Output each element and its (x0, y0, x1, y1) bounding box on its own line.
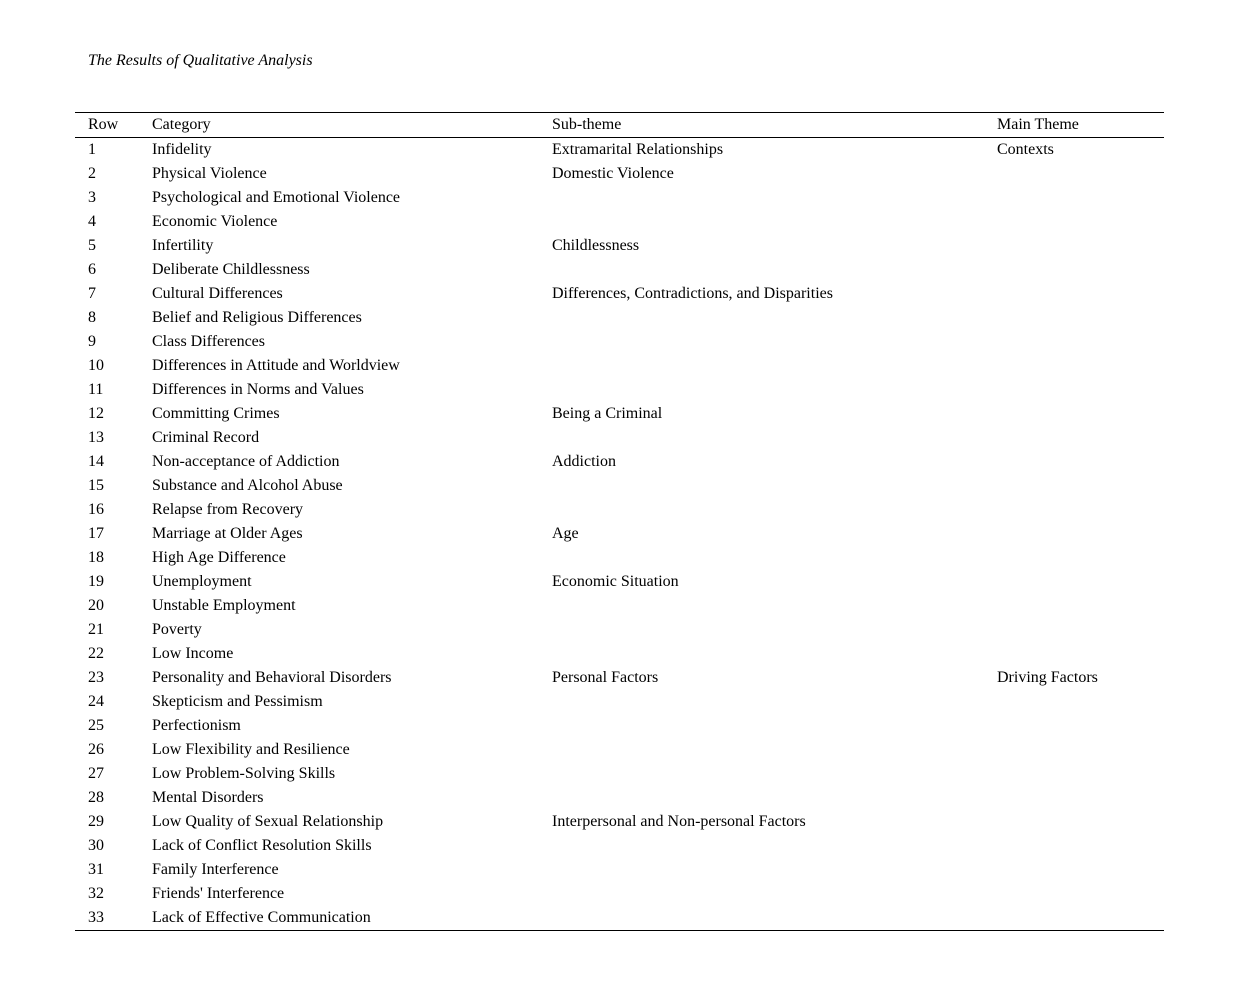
table-row (75, 882, 1164, 906)
cell-category: Infertility (152, 237, 214, 254)
cell-row-number: 12 (88, 405, 104, 422)
cell-sub-theme: Personal Factors (552, 669, 659, 686)
cell-main-theme (997, 354, 1164, 378)
cell-main-theme (997, 906, 1164, 931)
cell-row-number: 11 (88, 381, 104, 398)
column-header-row: Row (75, 113, 152, 138)
table-row (75, 450, 1164, 474)
cell-row-number: 13 (88, 429, 104, 446)
cell-category: High Age Difference (152, 549, 286, 566)
cell-main-theme (997, 570, 1164, 594)
cell-category: Belief and Religious Differences (152, 309, 362, 326)
cell-sub-theme: Differences, Contradictions, and Disparities (552, 285, 833, 302)
cell-main-theme (997, 762, 1164, 786)
cell-main-theme (997, 786, 1164, 810)
cell-main-theme (997, 378, 1164, 402)
cell-main-theme (997, 618, 1164, 642)
cell-sub-theme (552, 834, 997, 858)
column-header-category: Category (152, 113, 552, 138)
cell-row-number: 26 (88, 741, 104, 758)
cell-main-theme (997, 642, 1164, 666)
cell-main-theme (997, 594, 1164, 618)
cell-main-theme (997, 426, 1164, 450)
table-row (75, 546, 1164, 570)
cell-category: Family Interference (152, 861, 279, 878)
table-row (75, 210, 1164, 234)
cell-row-number: 30 (88, 837, 104, 854)
cell-row-number: 4 (88, 213, 96, 230)
cell-sub-theme (552, 186, 997, 210)
table-row (75, 306, 1164, 330)
cell-row-number: 7 (88, 285, 96, 302)
results-table (75, 112, 1164, 931)
cell-category: Criminal Record (152, 429, 260, 446)
cell-sub-theme (552, 882, 997, 906)
table-row (75, 738, 1164, 762)
cell-sub-theme (552, 498, 997, 522)
cell-main-theme (997, 738, 1164, 762)
cell-row-number: 2 (88, 165, 96, 182)
cell-row-number: 9 (88, 333, 96, 350)
table-title: The Results of Qualitative Analysis (88, 52, 313, 69)
cell-row-number: 32 (88, 885, 104, 902)
table-row (75, 426, 1164, 450)
cell-sub-theme (552, 210, 997, 234)
table-row (75, 522, 1164, 546)
cell-category: Perfectionism (152, 717, 241, 734)
cell-sub-theme (552, 642, 997, 666)
cell-category: Low Problem-Solving Skills (152, 765, 336, 782)
table-row (75, 666, 1164, 690)
table-row (75, 618, 1164, 642)
cell-category: Non-acceptance of Addiction (152, 453, 340, 470)
cell-row-number: 5 (88, 237, 96, 254)
cell-row-number: 24 (88, 693, 104, 710)
cell-category: Friends' Interference (152, 885, 285, 902)
cell-sub-theme (552, 906, 997, 931)
cell-category: Psychological and Emotional Violence (152, 189, 401, 206)
cell-category: Low Income (152, 645, 234, 662)
table-row (75, 906, 1164, 931)
cell-main-theme (997, 282, 1164, 306)
cell-row-number: 14 (88, 453, 104, 470)
cell-row-number: 27 (88, 765, 104, 782)
table-row (75, 378, 1164, 402)
cell-sub-theme (552, 594, 997, 618)
cell-category: Cultural Differences (152, 285, 283, 302)
cell-main-theme (997, 714, 1164, 738)
cell-main-theme (997, 690, 1164, 714)
cell-sub-theme (552, 354, 997, 378)
cell-row-number: 10 (88, 357, 104, 374)
cell-row-number: 29 (88, 813, 104, 830)
table-row (75, 810, 1164, 834)
cell-row-number: 17 (88, 525, 104, 542)
cell-row-number: 6 (88, 261, 96, 278)
cell-row-number: 33 (88, 909, 104, 926)
cell-main-theme (997, 186, 1164, 210)
cell-row-number: 22 (88, 645, 104, 662)
cell-row-number: 3 (88, 189, 96, 206)
table-row (75, 786, 1164, 810)
cell-sub-theme (552, 738, 997, 762)
cell-row-number: 1 (88, 141, 96, 158)
table-row (75, 498, 1164, 522)
table-row (75, 162, 1164, 186)
cell-sub-theme (552, 714, 997, 738)
cell-category: Infidelity (152, 141, 212, 158)
cell-category: Unemployment (152, 573, 252, 590)
table-row (75, 570, 1164, 594)
cell-category: Low Quality of Sexual Relationship (152, 813, 384, 830)
cell-sub-theme: Age (552, 525, 579, 542)
cell-row-number: 28 (88, 789, 104, 806)
cell-main-theme (997, 234, 1164, 258)
cell-sub-theme (552, 690, 997, 714)
table-row (75, 354, 1164, 378)
cell-category: Poverty (152, 621, 202, 638)
cell-sub-theme (552, 762, 997, 786)
table-row (75, 474, 1164, 498)
cell-category: Personality and Behavioral Disorders (152, 669, 392, 686)
cell-sub-theme (552, 858, 997, 882)
cell-sub-theme: Economic Situation (552, 573, 679, 590)
cell-main-theme (997, 402, 1164, 426)
cell-main-theme (997, 834, 1164, 858)
header-row (75, 113, 1164, 138)
cell-sub-theme (552, 474, 997, 498)
cell-sub-theme (552, 330, 997, 354)
cell-sub-theme: Childlessness (552, 237, 640, 254)
table-row (75, 690, 1164, 714)
cell-sub-theme: Addiction (552, 453, 616, 470)
table-row (75, 282, 1164, 306)
cell-main-theme (997, 498, 1164, 522)
table-row (75, 642, 1164, 666)
cell-main-theme (997, 210, 1164, 234)
cell-category: Marriage at Older Ages (152, 525, 303, 542)
table-row (75, 594, 1164, 618)
cell-sub-theme (552, 426, 997, 450)
cell-category: Physical Violence (152, 165, 267, 182)
cell-main-theme (997, 858, 1164, 882)
table-header (75, 113, 1164, 138)
cell-main-theme (997, 522, 1164, 546)
cell-category: Lack of Effective Communication (152, 909, 371, 926)
cell-main-theme (997, 810, 1164, 834)
table-row (75, 402, 1164, 426)
cell-sub-theme: Domestic Violence (552, 165, 674, 182)
table-row (75, 234, 1164, 258)
cell-sub-theme (552, 378, 997, 402)
table-row (75, 138, 1164, 163)
cell-sub-theme: Being a Criminal (552, 405, 663, 422)
cell-category: Differences in Attitude and Worldview (152, 357, 400, 374)
cell-main-theme (997, 258, 1164, 282)
cell-main-theme (997, 306, 1164, 330)
table-row (75, 834, 1164, 858)
table-row (75, 258, 1164, 282)
cell-main-theme: Contexts (997, 141, 1054, 158)
cell-row-number: 8 (88, 309, 96, 326)
table-row (75, 714, 1164, 738)
cell-sub-theme (552, 546, 997, 570)
cell-category: Deliberate Childlessness (152, 261, 310, 278)
cell-row-number: 18 (88, 549, 104, 566)
cell-main-theme (997, 162, 1164, 186)
cell-row-number: 23 (88, 669, 104, 686)
table-row (75, 330, 1164, 354)
cell-category: Differences in Norms and Values (152, 381, 364, 398)
cell-row-number: 15 (88, 477, 104, 494)
cell-row-number: 20 (88, 597, 104, 614)
cell-row-number: 16 (88, 501, 104, 518)
cell-category: Unstable Employment (152, 597, 296, 614)
column-header-main-theme: Main Theme (997, 113, 1164, 138)
cell-sub-theme: Interpersonal and Non-personal Factors (552, 813, 806, 830)
cell-sub-theme (552, 618, 997, 642)
cell-category: Low Flexibility and Resilience (152, 741, 350, 758)
cell-category: Economic Violence (152, 213, 278, 230)
cell-row-number: 25 (88, 717, 104, 734)
table-row (75, 762, 1164, 786)
cell-sub-theme: Extramarital Relationships (552, 141, 724, 158)
cell-main-theme: Driving Factors (997, 669, 1098, 686)
cell-category: Relapse from Recovery (152, 501, 304, 518)
cell-main-theme (997, 474, 1164, 498)
cell-sub-theme (552, 306, 997, 330)
cell-main-theme (997, 330, 1164, 354)
cell-category: Skepticism and Pessimism (152, 693, 323, 710)
cell-row-number: 21 (88, 621, 104, 638)
cell-category: Mental Disorders (152, 789, 264, 806)
cell-category: Lack of Conflict Resolution Skills (152, 837, 372, 854)
table-row (75, 858, 1164, 882)
column-header-sub-theme: Sub-theme (552, 113, 997, 138)
cell-main-theme (997, 546, 1164, 570)
table-row (75, 186, 1164, 210)
cell-main-theme (997, 882, 1164, 906)
cell-category: Class Differences (152, 333, 265, 350)
table-body (75, 138, 1164, 931)
cell-sub-theme (552, 786, 997, 810)
cell-main-theme (997, 450, 1164, 474)
cell-category: Committing Crimes (152, 405, 280, 422)
cell-row-number: 19 (88, 573, 104, 590)
cell-row-number: 31 (88, 861, 104, 878)
cell-category: Substance and Alcohol Abuse (152, 477, 343, 494)
cell-sub-theme (552, 258, 997, 282)
